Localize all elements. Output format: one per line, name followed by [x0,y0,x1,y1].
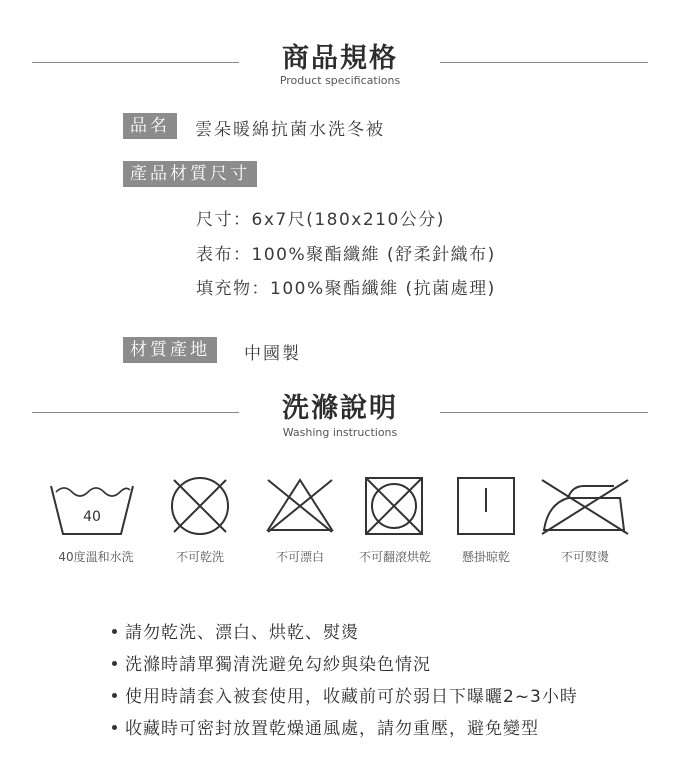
no-bleach-icon [262,474,338,538]
bullet-icon [112,629,117,634]
care-label-hang-dry: 懸掛晾乾 [461,550,510,564]
wash-section-title: 洗滌說明 [282,393,398,424]
no-iron-icon [538,474,632,538]
note-text: 請勿乾洗、漂白、烘乾、熨燙 [125,623,359,643]
list-item [112,618,359,643]
care-label-no-iron: 不可熨燙 [560,550,609,564]
list-item [112,682,578,707]
care-label-no-bleach: 不可漂白 [275,550,324,564]
list-item [112,650,431,675]
bullet-icon [112,725,117,730]
wash-section-header [0,380,680,450]
list-item [112,714,539,739]
care-label-no-dry-clean: 不可乾洗 [175,550,224,564]
note-text: 收藏時可密封放置乾燥通風處，請勿重壓，避免變型 [125,719,539,739]
wash-tub-40-icon [48,474,136,538]
origin-value: 中國製 [244,344,301,364]
wash-section-subtitle: Washing instructions [282,426,398,439]
spec-line-size: 尺寸：6x7尺(180x210公分) [196,210,445,230]
note-text: 洗滌時請單獨清洗避免勾紗與染色情況 [125,655,431,675]
no-dry-clean-icon [168,474,232,538]
product-name-label: 品名 [123,113,177,139]
care-label-no-tumble-dry: 不可翻滾烘乾 [358,550,431,564]
hang-dry-icon [454,474,518,538]
spec-section-subtitle: Product specifications [279,74,401,87]
bullet-icon [112,661,117,666]
product-name-value: 雲朵暖綿抗菌水洗冬被 [195,120,385,140]
note-text: 使用時請套入被套使用，收藏前可於弱日下曝曬2~3小時 [125,687,578,707]
origin-label: 材質產地 [123,337,217,363]
spec-section-title: 商品規格 [282,43,398,74]
spec-line-fabric: 表布：100%聚酯纖維 (舒柔針織布) [196,245,496,265]
care-label-wash: 40度溫和水洗 [58,550,134,564]
no-tumble-dry-icon [362,474,426,538]
wash-temp-label: 40 [83,509,101,525]
bullet-icon [112,693,117,698]
spec-section-header [0,30,680,100]
material-size-label: 產品材質尺寸 [123,161,257,187]
spec-line-filling: 填充物：100%聚酯纖維 (抗菌處理) [196,279,496,299]
